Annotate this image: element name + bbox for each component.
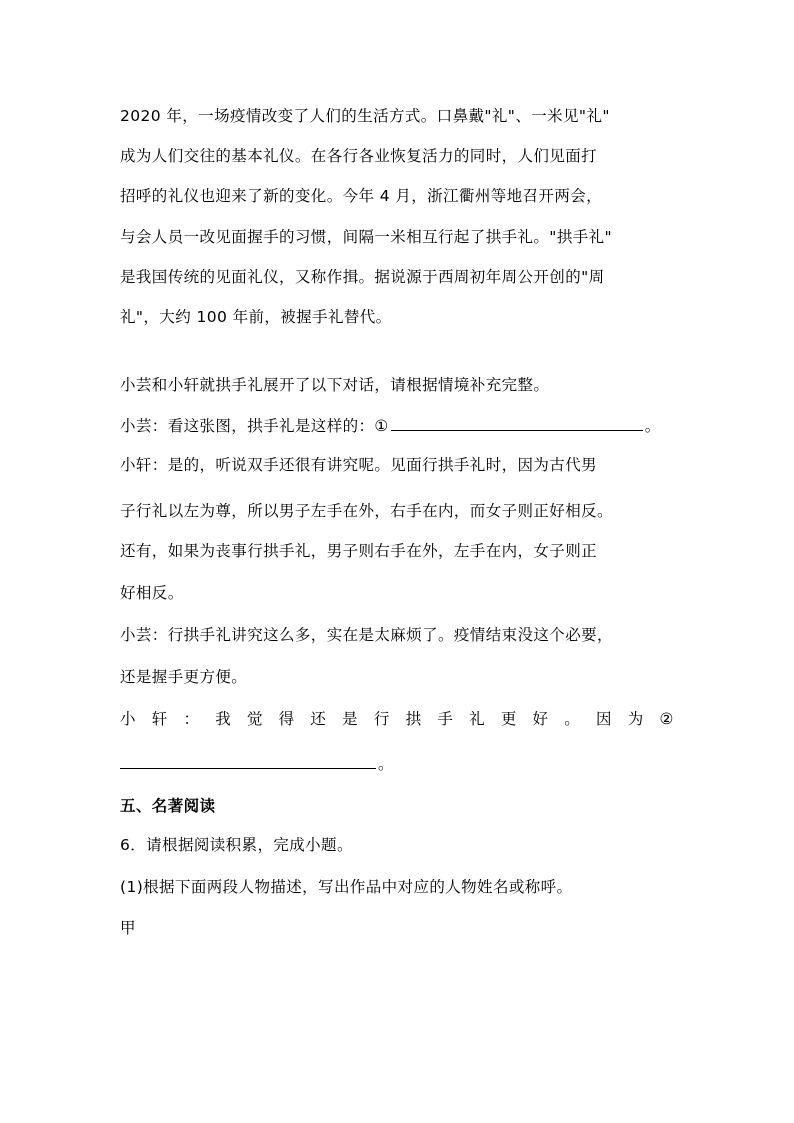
answer-char: ②: [659, 710, 674, 728]
passage-line-5: 是我国传统的见面礼仪，又称作揖。据说源于西周初年周公开创的"周: [120, 268, 605, 286]
answer-blank-1[interactable]: [391, 414, 643, 431]
xiaoxuan-line-4: 好相反。: [120, 584, 184, 602]
answer-char: 还: [310, 710, 327, 728]
answer-char: 轩: [151, 710, 168, 728]
passage-line-4: 与会人员一改见面握手的习惯，间隔一米相互行起了拱手礼。"拱手礼": [120, 228, 613, 246]
answer-char: ：: [183, 710, 200, 728]
passage-line-3: 招呼的礼仪也迎来了新的变化。今年 4 月，浙江衢州等地召开两会，: [120, 187, 603, 205]
answer-char: 为: [627, 710, 644, 728]
passage-line-2: 成为人们交往的基本礼仪。在各行各业恢复活力的同时，人们见面打: [120, 147, 598, 165]
answer-char: 得: [278, 710, 295, 728]
question-6: 6．请根据阅读积累，完成小题。: [120, 836, 353, 854]
answer-char: 我: [215, 710, 232, 728]
xiaoyun-line-3: 还是握手更方便。: [120, 668, 248, 686]
answer-char: 好: [532, 710, 549, 728]
dialogue-intro: 小芸和小轩就拱手礼展开了以下对话，请根据情境补充完整。: [120, 376, 550, 394]
answer-char: 小: [120, 710, 136, 728]
answer-char: 行: [373, 710, 390, 728]
part-jia-label: 甲: [120, 919, 136, 937]
xiaoyun-line-1-end: 。: [644, 417, 661, 435]
answer-char: 手: [437, 710, 454, 728]
xiaoyun-line-1: [120, 414, 674, 437]
sub-question-1: (1)根据下面两段人物描述，写出作品中对应的人物姓名或称呼。: [120, 878, 573, 896]
answer-char: 因: [596, 710, 612, 728]
answer-char: 是: [342, 710, 359, 728]
xiaoxuan-answer-line: [120, 708, 674, 730]
passage-line-6: 礼"，大约 100 年前，被握手礼替代。: [120, 308, 392, 326]
answer-char: 。: [564, 710, 581, 728]
answer-blank-2-end: 。: [378, 755, 394, 773]
xiaoxuan-line-1: 小轩：是的，听说双手还很有讲究呢。见面行拱手礼时，因为古代男: [120, 456, 598, 474]
answer-blank-2[interactable]: [120, 752, 376, 769]
answer-char: 觉: [246, 710, 263, 728]
xiaoxuan-line-3: 还有，如果为丧事行拱手礼，男子则右手在外，左手在内，女子则正: [120, 542, 598, 560]
xiaoyun-line-2: 小芸：行拱手礼讲究这么多，实在是太麻烦了。疫情结束没这个必要，: [120, 626, 613, 644]
answer-blank-2-line: [120, 752, 674, 775]
xiaoxuan-line-2: 子行礼以左为尊，所以男子左手在外，右手在内，而女子则正好相反。: [120, 502, 613, 520]
passage-line-1: 2020 年，一场疫情改变了人们的生活方式。口鼻戴"礼"、一米见"礼": [120, 107, 610, 125]
answer-char: 拱: [405, 710, 422, 728]
section-heading: 五、名著阅读: [120, 797, 216, 815]
answer-char: 礼: [469, 710, 485, 728]
xiaoyun-line-1-text: 小芸：看这张图，拱手礼是这样的：①: [120, 417, 389, 435]
answer-char: 更: [500, 710, 517, 728]
